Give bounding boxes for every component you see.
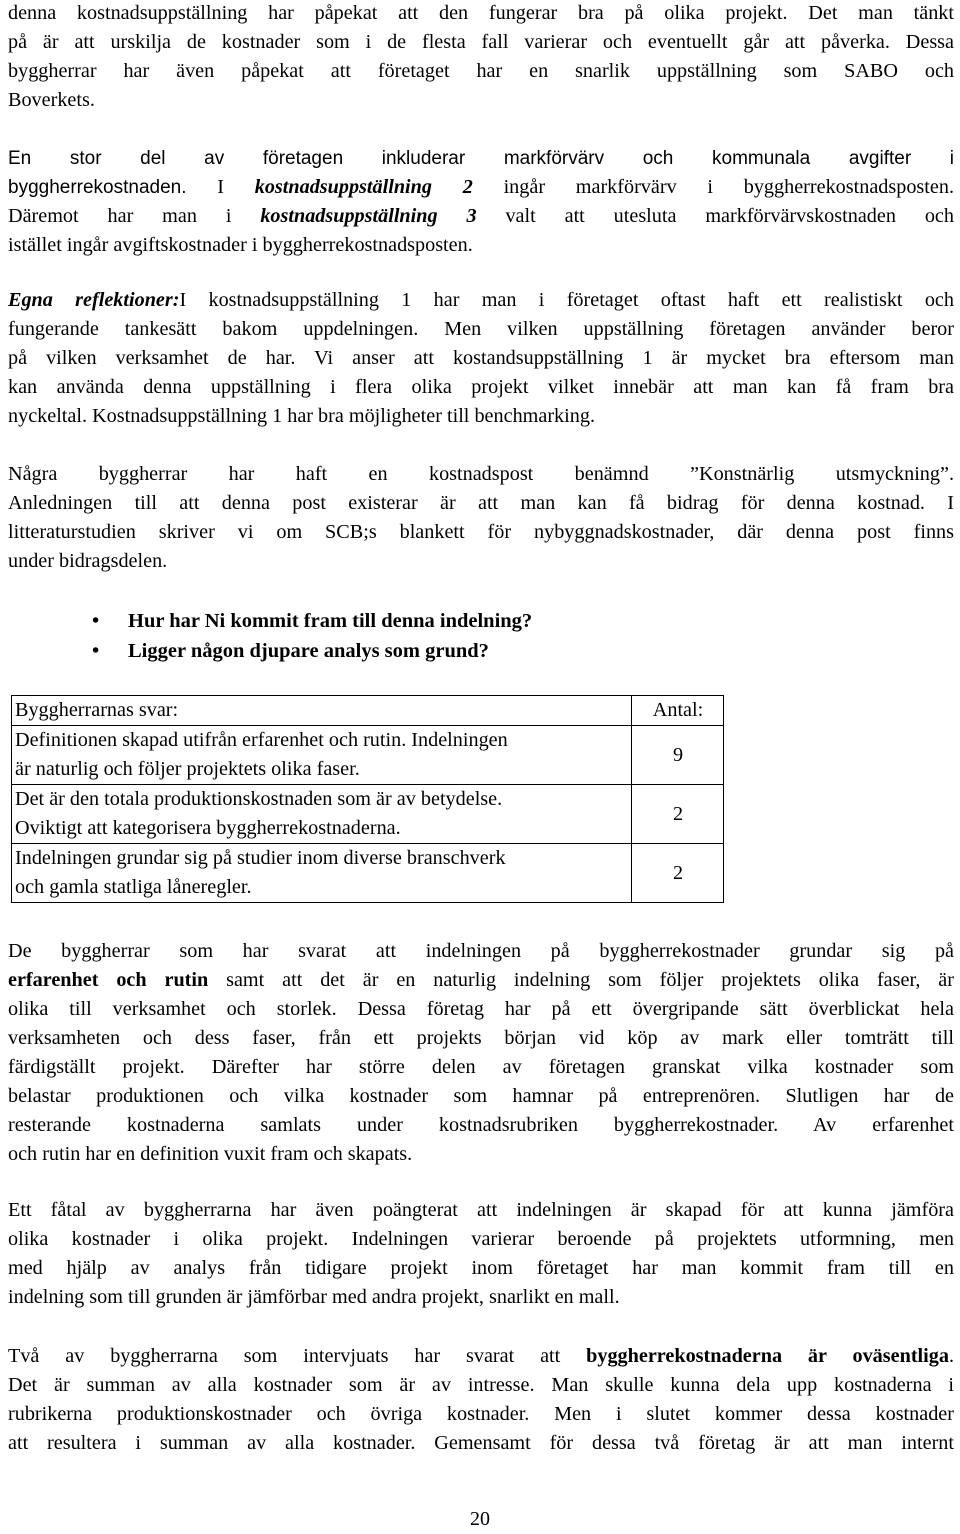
cell-line: är naturlig och följer projektets olika faser. bbox=[15, 758, 360, 780]
text-line: nyckeltal. Kostnadsuppställning 1 har bra möjligheter till benchmarking. bbox=[8, 405, 595, 427]
text-line: rubrikerna produktionskostnader och övriga kostnader. Men i slutet kommer dessa kostnader bbox=[8, 1403, 954, 1425]
text-line: på vilken verksamhet de har. Vi anser att kostandsuppställning 1 är mycket bra eftersom man bbox=[8, 347, 954, 369]
table-row bbox=[12, 726, 724, 785]
text-line: Boverkets. bbox=[8, 89, 95, 111]
question-text: Hur har Ni kommit fram till denna indelning? bbox=[128, 610, 533, 632]
text-line: Anledningen till att denna post existerar är att man kan få bidrag för denna kostnad. I bbox=[8, 492, 954, 514]
paragraph-6 bbox=[8, 1196, 954, 1312]
table-header-row bbox=[12, 696, 724, 726]
text-line bbox=[8, 202, 954, 231]
text-fragment: ingår markförvärv i byggherrekostnadsposten. bbox=[472, 176, 954, 198]
text-fragment: Däremot har man i bbox=[8, 205, 261, 227]
text-line: olika kostnader i olika projekt. Indelningen varierar beroende på projektets utformning, men bbox=[8, 1228, 954, 1250]
paragraph-3 bbox=[8, 286, 954, 431]
paragraph-5 bbox=[8, 937, 954, 1169]
text-line: färdigställt projekt. Därefter har större delen av företagen granskat vilka kostnader som bbox=[8, 1056, 954, 1078]
text-fragment: Två av byggherrarna som intervjuats har svarat att bbox=[8, 1345, 587, 1367]
text-line: verksamheten och dess faser, från ett projekts början vid köp av mark eller tomträtt till bbox=[8, 1027, 954, 1049]
text-line: indelning som till grunden är jämförbar med andra projekt, snarlikt en mall. bbox=[8, 1286, 620, 1308]
paragraph-7 bbox=[8, 1342, 954, 1458]
text-line: Det är summan av alla kostnader som är av intresse. Man skulle kunna dela upp kostnaderna i bbox=[8, 1374, 954, 1396]
header-answer: Byggherrarnas svar: bbox=[12, 696, 632, 726]
text-line: och rutin har en definition vuxit fram och skapats. bbox=[8, 1143, 413, 1165]
text-line: kan använda denna uppställning i flera olika projekt vilket innebär att man kan få fram bra bbox=[8, 376, 954, 398]
text-line bbox=[8, 173, 954, 202]
text-line: att resultera i summan av alla kostnader. Gemensamt för dessa två företag är att man internt bbox=[8, 1432, 954, 1454]
cell-line: Indelningen grundar sig på studier inom diverse branschverk bbox=[15, 847, 506, 869]
paragraph-4 bbox=[8, 460, 954, 576]
emphasis: Egna reflektioner: bbox=[8, 289, 180, 311]
cell-line: Det är den totala produktionskostnaden som är av betydelse. bbox=[15, 788, 503, 810]
text-line bbox=[8, 286, 954, 315]
paragraph-2 bbox=[8, 144, 954, 260]
answer-cell bbox=[12, 726, 632, 785]
emphasis: kostnadsuppställning 2 bbox=[254, 176, 473, 198]
text-line: olika till verksamhet och storlek. Dessa företag har på ett övergripande sätt överblickat hela bbox=[8, 998, 954, 1020]
page-number: 20 bbox=[470, 1508, 490, 1530]
text-line: med hjälp av analys från tidigare projekt inom företaget har man kommit fram till en bbox=[8, 1257, 954, 1279]
cell-line: Definitionen skapad utifrån erfarenhet och rutin. Indelningen bbox=[15, 729, 508, 751]
text-line: litteraturstudien skriver vi om SCB;s blankett för nybyggnadskostnader, där denna post finns bbox=[8, 521, 954, 543]
text-line: En stor del av företagen inkluderar markförvärv och kommunala avgifter i bbox=[8, 148, 954, 169]
table-row bbox=[12, 785, 724, 844]
text-line bbox=[8, 966, 954, 995]
emphasis: byggherrekostnaderna är oväsentliga bbox=[586, 1345, 949, 1367]
emphasis: kostnadsuppställning 3 bbox=[260, 205, 477, 227]
list-item bbox=[92, 606, 533, 636]
question-text: Ligger någon djupare analys som grund? bbox=[128, 640, 489, 662]
text-fragment: valt att utesluta markförvärvskostnaden och bbox=[476, 205, 954, 227]
text-line: fungerande tankesätt bakom uppdelningen. Men vilken uppställning företagen använder beror bbox=[8, 318, 954, 340]
text-line: byggherrar har även påpekat att företaget har en snarlik uppställning som SABO och bbox=[8, 60, 954, 82]
answers-table bbox=[11, 695, 724, 903]
text-line: resterande kostnaderna samlats under kostnadsrubriken byggherrekostnader. Av erfarenhet bbox=[8, 1114, 954, 1136]
emphasis: erfarenhet och rutin bbox=[8, 969, 209, 991]
cell-line: Oviktigt att kategorisera byggherrekostnaderna. bbox=[15, 817, 401, 839]
text-line: denna kostnadsuppställning har påpekat att den fungerar bra på olika projekt. Det man tänkt bbox=[8, 2, 954, 24]
cell-line: och gamla statliga låneregler. bbox=[15, 876, 252, 898]
text-line: De byggherrar som har svarat att indelningen på byggherrekostnader grundar sig på bbox=[8, 940, 954, 962]
text-fragment: byggherrekostnaden. bbox=[8, 177, 187, 198]
text-line: istället ingår avgiftskostnader i byggherrekostnadsposten. bbox=[8, 234, 473, 256]
list-item bbox=[92, 636, 532, 666]
count-cell: 2 bbox=[632, 844, 724, 903]
header-count: Antal: bbox=[632, 696, 724, 726]
answer-cell bbox=[12, 785, 632, 844]
text-fragment: I bbox=[217, 176, 255, 198]
bullet-icon: • bbox=[92, 610, 100, 632]
count-cell: 9 bbox=[632, 726, 724, 785]
question-list bbox=[92, 606, 533, 666]
text-fragment: I kostnadsuppställning 1 har man i företaget oftast haft ett realistiskt och bbox=[179, 289, 954, 311]
text-fragment: . bbox=[948, 1345, 954, 1367]
text-line bbox=[8, 1342, 954, 1371]
text-line: Ett fåtal av byggherrarna har även poängterat att indelningen är skapad för att kunna jämföra bbox=[8, 1199, 954, 1221]
count-cell: 2 bbox=[632, 785, 724, 844]
text-fragment: samt att det är en naturlig indelning som följer projektets olika faser, är bbox=[208, 969, 954, 991]
text-line: på är att urskilja de kostnader som i de flesta fall varierar och eventuellt går att påverka. Dessa bbox=[8, 31, 954, 53]
text-line: under bidragsdelen. bbox=[8, 550, 168, 572]
table-row bbox=[12, 844, 724, 903]
paragraph-1 bbox=[8, 0, 954, 115]
bullet-icon: • bbox=[92, 640, 100, 662]
text-line: belastar produktionen och vilka kostnader som hamnar på entreprenören. Slutligen har de bbox=[8, 1085, 954, 1107]
answer-cell bbox=[12, 844, 632, 903]
text-line: Några byggherrar har haft en kostnadspost benämnd ”Konstnärlig utsmyckning”. bbox=[8, 463, 954, 485]
